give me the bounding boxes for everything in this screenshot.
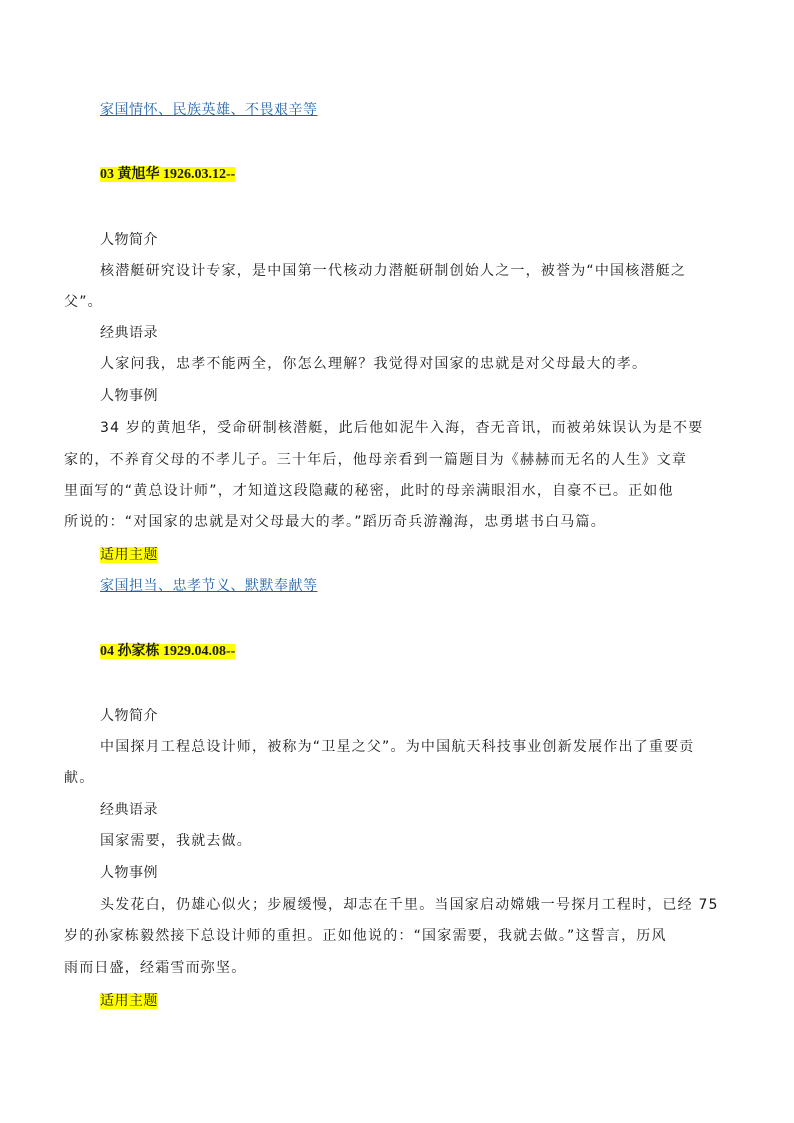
theme-label: 适用主题: [100, 993, 158, 1009]
person-name: 黄旭华: [117, 166, 160, 182]
birth-date: 1926.03.12--: [163, 167, 236, 182]
story-text: 34 岁的黄旭华，受命研制核潜艇，此后他如泥牛入海，杳无音讯，而被弟妹误认为是不要: [100, 420, 704, 436]
intro-text: 核潜艇研究设计专家，是中国第一代核动力潜艇研制创始人之一，被誉为“中国核潜艇之: [100, 263, 687, 279]
intro-label: 人物简介: [100, 708, 158, 724]
section-heading-03: [100, 164, 235, 185]
theme-label: 适用主题: [100, 547, 158, 563]
intro-text: 中国探月工程总设计师，被称为“卫星之父”。为中国航天科技事业创新发展作出了重要贡: [100, 739, 695, 755]
section-heading-04: [100, 641, 235, 662]
quote-text: 人家问我，忠孝不能两全，你怎么理解？我觉得对国家的忠就是对父母最大的孝。: [100, 356, 648, 372]
story-text: 头发花白，仍雄心似火；步履缓慢，却志在千里。当国家启动嫦娥一号探月工程时，已经 75: [100, 897, 719, 913]
story-text-cont: 雨而日盛，经霜雪而弥坚。: [64, 960, 247, 976]
topics-link-03[interactable]: 家国担当、忠孝节义、默默奉献等: [100, 578, 318, 594]
intro-label: 人物简介: [100, 232, 158, 248]
story-text-cont: 家的，不养育父母的不孝儿子。三十年后，他母亲看到一篇题目为《赫赫而无名的人生》文章: [64, 452, 688, 468]
person-name: 孙家栋: [117, 643, 160, 659]
quote-label: 经典语录: [100, 325, 158, 341]
topics-link-02[interactable]: 家国情怀、民族英雄、不畏艰辛等: [100, 102, 318, 118]
story-text-cont: 岁的孙家栋毅然接下总设计师的重担。正如他说的：“国家需要，我就去做。”这誓言，历风: [64, 928, 667, 944]
intro-text-cont: 父”。: [64, 294, 103, 310]
story-label: 人物事例: [100, 388, 158, 404]
intro-text-cont: 献。: [64, 770, 95, 786]
story-text-cont: 里面写的“黄总设计师”，才知道这段隐藏的秘密，此时的母亲满眼泪水，自豪不已。正如他: [64, 483, 674, 499]
quote-label: 经典语录: [100, 802, 158, 818]
story-label: 人物事例: [100, 865, 158, 881]
section-number: 04: [100, 644, 114, 659]
birth-date: 1929.04.08--: [163, 644, 236, 659]
quote-text: 国家需要，我就去做。: [100, 833, 252, 849]
story-text-cont: 所说的：“对国家的忠就是对父母最大的孝。”蹈历奇兵游瀚海，忠勇堪书白马篇。: [64, 514, 606, 530]
section-number: 03: [100, 167, 114, 182]
